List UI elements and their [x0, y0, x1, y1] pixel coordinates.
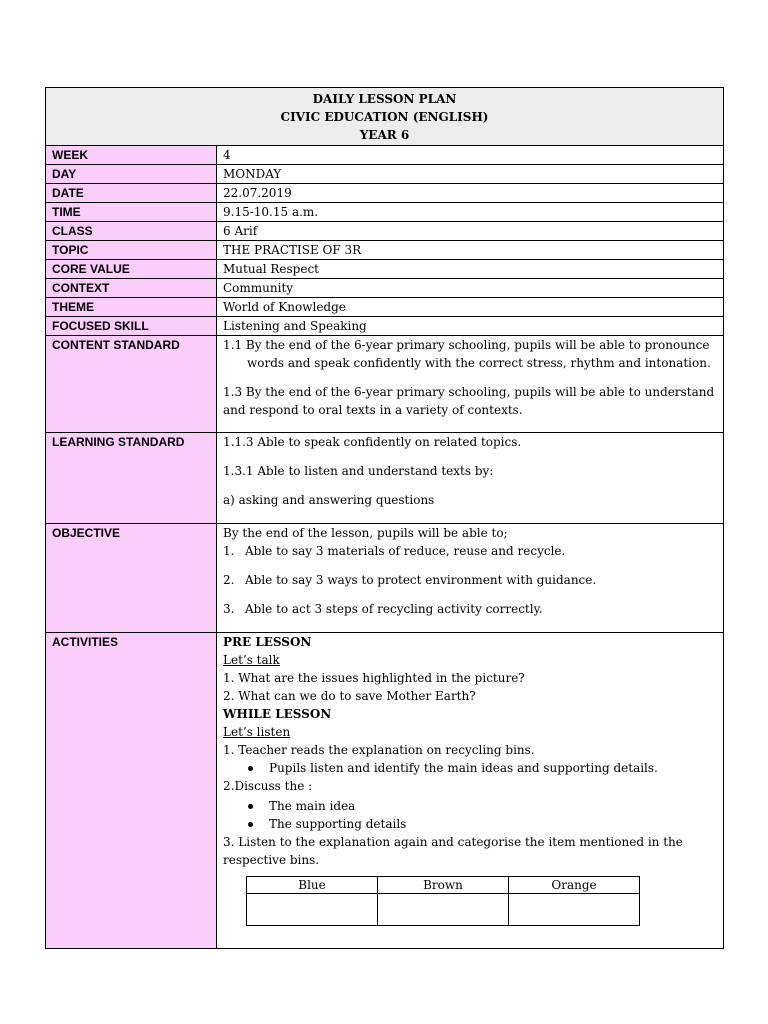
activities-row [46, 633, 724, 949]
learning-standard-row [46, 433, 724, 524]
while-step-1-bullets [223, 759, 723, 777]
pre-lesson-heading: PRE LESSON [223, 635, 312, 649]
bullet-item: Pupils listen and identify the main ideas and supporting details. [223, 759, 723, 777]
activities-label: ACTIVITIES [46, 633, 217, 949]
while-lesson-step-3: 3. Listen to the explanation again and categorise the item mentioned in the respective bins. [223, 835, 683, 867]
date-label: DATE [46, 184, 217, 203]
objective-number: 2. [223, 573, 235, 587]
objective-row [46, 524, 724, 633]
day-label: DAY [46, 165, 217, 184]
date-value: 22.07.2019 [217, 184, 724, 203]
topic-value: THE PRACTISE OF 3R [217, 241, 724, 260]
bins-header-row [247, 877, 640, 894]
focused-skill-row [46, 317, 724, 336]
core-value-value: Mutual Respect [217, 260, 724, 279]
learning-standard-item-1: 1.1.3 Able to speak confidently on related topics. [223, 435, 522, 449]
pre-lesson-subheading: Let’s talk [223, 653, 280, 667]
objective-text: Able to act 3 steps of recycling activity correctly. [245, 602, 543, 616]
class-row [46, 222, 724, 241]
content-standard-cell [217, 336, 724, 433]
activities-cell [217, 633, 724, 949]
context-label: CONTEXT [46, 279, 217, 298]
core-value-label: CORE VALUE [46, 260, 217, 279]
topic-row [46, 241, 724, 260]
while-lesson-subheading: Let’s listen [223, 725, 291, 739]
bullet-item: The supporting details [223, 815, 723, 833]
focused-skill-value: Listening and Speaking [217, 317, 724, 336]
objective-label: OBJECTIVE [46, 524, 217, 633]
learning-standard-item-3: a) asking and answering questions [223, 493, 435, 507]
objective-item [223, 571, 723, 589]
pre-lesson-question-1: 1. What are the issues highlighted in the picture? [223, 671, 525, 685]
objective-list [223, 542, 723, 618]
recycling-bins-table [246, 876, 640, 926]
objective-intro: By the end of the lesson, pupils will be able to; [223, 526, 508, 540]
header-year: YEAR 6 [359, 128, 410, 142]
day-row [46, 165, 724, 184]
topic-label: TOPIC [46, 241, 217, 260]
bin-cell-blue[interactable] [247, 894, 378, 926]
learning-standard-item-2: 1.3.1 Able to listen and understand texts by: [223, 464, 494, 478]
class-label: CLASS [46, 222, 217, 241]
week-label: WEEK [46, 146, 217, 165]
bins-answer-row [247, 894, 640, 926]
while-lesson-step-2: 2.Discuss the : [223, 779, 313, 793]
theme-row [46, 298, 724, 317]
pre-lesson-question-2: 2. What can we do to save Mother Earth? [223, 689, 476, 703]
header-title: DAILY LESSON PLAN [312, 92, 457, 106]
bin-header-orange: Orange [509, 877, 640, 894]
objective-item [223, 600, 723, 618]
date-row [46, 184, 724, 203]
while-lesson-heading: WHILE LESSON [223, 707, 332, 721]
header-subject: CIVIC EDUCATION (ENGLISH) [280, 110, 489, 124]
time-label: TIME [46, 203, 217, 222]
content-standard-item-1: 1.1 By the end of the 6-year primary schooling, pupils will be able to pronounce words and speak confidently with the correct stress, rhythm and intonation. [223, 338, 711, 370]
context-value: Community [217, 279, 724, 298]
while-lesson-step-1: 1. Teacher reads the explanation on recycling bins. [223, 743, 535, 757]
plan-header [46, 88, 724, 146]
bin-header-blue: Blue [247, 877, 378, 894]
objective-item [223, 542, 723, 560]
header-row [46, 88, 724, 146]
objective-text: Able to say 3 materials of reduce, reuse and recycle. [245, 544, 566, 558]
content-standard-row [46, 336, 724, 433]
content-standard-item-2: 1.3 By the end of the 6-year primary schooling, pupils will be able to understand and respond to oral texts in a variety of contexts. [223, 385, 715, 417]
bin-cell-brown[interactable] [378, 894, 509, 926]
theme-value: World of Knowledge [217, 298, 724, 317]
bullet-item: The main idea [223, 797, 723, 815]
objective-number: 3. [223, 602, 235, 616]
focused-skill-label: FOCUSED SKILL [46, 317, 217, 336]
learning-standard-cell [217, 433, 724, 524]
objective-cell [217, 524, 724, 633]
theme-label: THEME [46, 298, 217, 317]
week-value: 4 [217, 146, 724, 165]
while-step-2-bullets [223, 797, 723, 833]
context-row [46, 279, 724, 298]
day-value: MONDAY [217, 165, 724, 184]
time-value: 9.15-10.15 a.m. [217, 203, 724, 222]
core-value-row [46, 260, 724, 279]
content-standard-label: CONTENT STANDARD [46, 336, 217, 433]
bin-cell-orange[interactable] [509, 894, 640, 926]
class-value: 6 Arif [217, 222, 724, 241]
week-row [46, 146, 724, 165]
lesson-plan-table [45, 87, 724, 949]
time-row [46, 203, 724, 222]
learning-standard-label: LEARNING STANDARD [46, 433, 217, 524]
objective-number: 1. [223, 544, 235, 558]
bin-header-brown: Brown [378, 877, 509, 894]
objective-text: Able to say 3 ways to protect environment with guidance. [245, 573, 597, 587]
